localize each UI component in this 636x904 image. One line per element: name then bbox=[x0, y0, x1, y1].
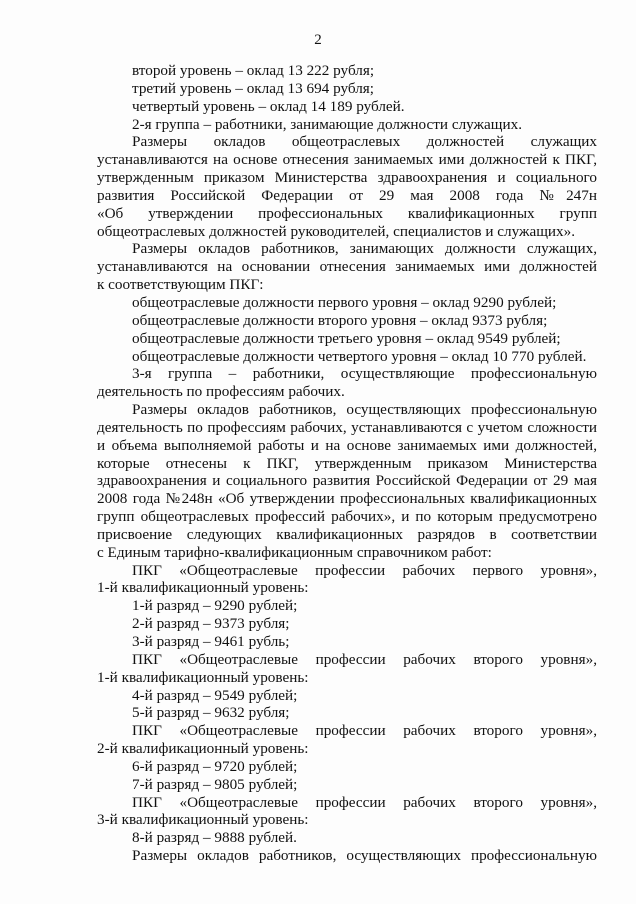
text-line: утвержденным приказом Министерства здравоохранения и социального bbox=[97, 169, 597, 187]
text-line: 5-й разряд – 9632 рубля; bbox=[132, 704, 290, 722]
text-line: 2008 года №248н «Об утверждении профессиональных квалификационных bbox=[97, 490, 597, 508]
text-line: «Об утверждении профессиональных квалификационных групп bbox=[97, 204, 597, 222]
document-body bbox=[97, 62, 597, 865]
text-line: 2-я группа – работники, занимающие должности служащих. bbox=[132, 115, 522, 133]
text-line: ПКГ «Общеотраслевые профессии рабочих второго уровня», bbox=[132, 793, 597, 811]
text-line: 6-й разряд – 9720 рублей; bbox=[132, 757, 298, 775]
text-line: 7-й разряд – 9805 рублей; bbox=[132, 775, 298, 793]
text-line: 2-й разряд – 9373 рубля; bbox=[132, 615, 290, 633]
text-line: 2-й квалификационный уровень: bbox=[97, 740, 309, 758]
text-line: присвоение следующих квалификационных разрядов в соответствии bbox=[97, 525, 597, 543]
text-line: Размеры окладов работников, занимающих должности служащих, bbox=[132, 240, 597, 258]
text-line: к соответствующим ПКГ: bbox=[97, 276, 264, 294]
text-line: ПКГ «Общеотраслевые профессии рабочих второго уровня», bbox=[132, 650, 597, 668]
text-line: устанавливаются на основе отнесения занимаемых ими должностей к ПКГ, bbox=[97, 151, 597, 169]
text-line: деятельность по профессиям рабочих, устанавливаются с учетом сложности bbox=[97, 418, 597, 436]
text-line: и объема выполняемой работы и на основе занимаемых ими должностей, bbox=[97, 436, 597, 454]
text-line: четвертый уровень – оклад 14 189 рублей. bbox=[132, 97, 405, 115]
text-line: общеотраслевых должностей руководителей, специалистов и служащих». bbox=[97, 222, 576, 240]
text-line: 1-й квалификационный уровень: bbox=[97, 668, 309, 686]
text-line: которые отнесены к ПКГ, утвержденным приказом Министерства bbox=[97, 454, 597, 472]
text-line: устанавливаются на основании отнесения занимаемых ими должностей bbox=[97, 258, 597, 276]
text-line: 3-й квалификационный уровень: bbox=[97, 811, 309, 829]
text-line: общеотраслевые должности третьего уровня – оклад 9549 рублей; bbox=[132, 329, 561, 347]
text-line: Размеры окладов работников, осуществляющих профессиональную bbox=[132, 401, 597, 419]
text-line: 1-й разряд – 9290 рублей; bbox=[132, 597, 298, 615]
page-number: 2 bbox=[314, 32, 322, 48]
text-line: общеотраслевые должности первого уровня – оклад 9290 рублей; bbox=[132, 293, 557, 311]
text-line: деятельность по профессиям рабочих. bbox=[97, 383, 345, 401]
text-line: 3-й разряд – 9461 рубль; bbox=[132, 633, 290, 650]
text-line: общеотраслевые должности второго уровня – оклад 9373 рубля; bbox=[132, 311, 548, 329]
text-line: Размеры окладов общеотраслевых должностей служащих bbox=[132, 133, 597, 151]
text-line: третий уровень – оклад 13 694 рубля; bbox=[132, 79, 374, 97]
text-line: 1-й квалификационный уровень: bbox=[97, 579, 309, 597]
text-line: 8-й разряд – 9888 рублей. bbox=[132, 829, 297, 847]
text-line: групп общеотраслевых профессий рабочих», и по которым предусмотрено bbox=[97, 508, 597, 526]
text-line: Размеры окладов работников, осуществляющих профессиональную bbox=[132, 847, 597, 865]
text-line: развития Российской Федерации от 29 мая 2008 года №247н bbox=[97, 186, 597, 204]
text-line: с Единым тарифно-квалификационным справочником работ: bbox=[97, 543, 492, 561]
text-line: 4-й разряд – 9549 рублей; bbox=[132, 686, 298, 704]
text-line: 3-я группа – работники, осуществляющие профессиональную bbox=[132, 365, 597, 383]
text-line: общеотраслевые должности четвертого уровня – оклад 10 770 рублей. bbox=[132, 347, 587, 365]
text-line: ПКГ «Общеотраслевые профессии рабочих первого уровня», bbox=[132, 561, 597, 579]
text-line: здравоохранения и социального развития Российской Федерации от 29 мая bbox=[97, 472, 597, 490]
text-line: второй уровень – оклад 13 222 рубля; bbox=[132, 62, 375, 79]
text-line: ПКГ «Общеотраслевые профессии рабочих второго уровня», bbox=[132, 722, 597, 740]
